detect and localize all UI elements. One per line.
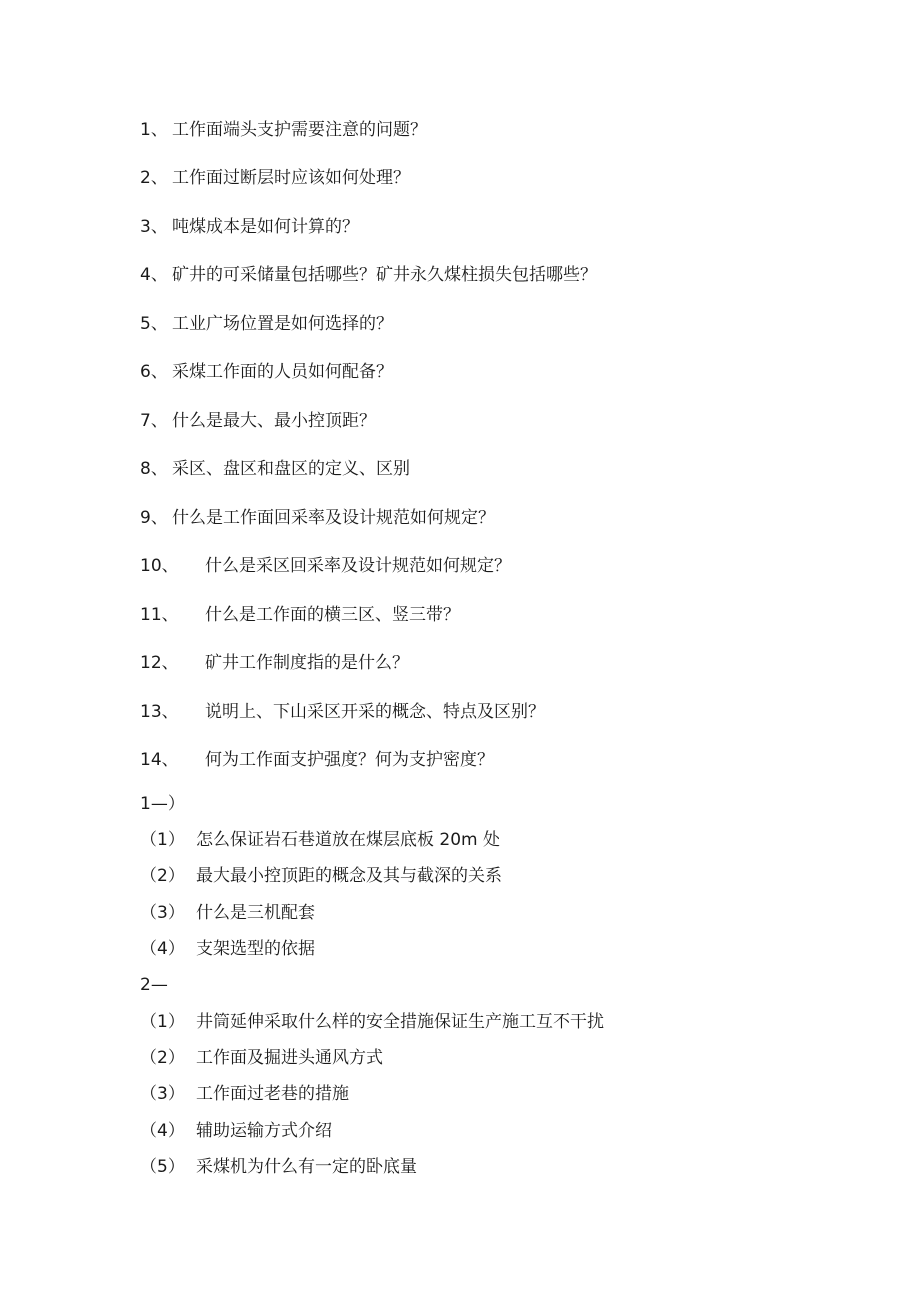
item-number: （2） <box>140 866 185 886</box>
list-item <box>140 508 495 528</box>
item-number: （4） <box>140 939 185 959</box>
list-item <box>140 1048 383 1068</box>
item-number: 12、 <box>140 653 179 673</box>
item-text: 什么是三机配套 <box>196 903 315 923</box>
item-text: 什么是最大、最小控顶距？ <box>172 411 376 431</box>
item-number: 5、 <box>140 314 168 334</box>
item-text: 矿井工作制度指的是什么？ <box>205 653 409 673</box>
list-item <box>140 459 410 479</box>
item-text: 何为工作面支护强度？何为支护密度？ <box>205 750 494 770</box>
list-item <box>140 750 494 770</box>
list-item <box>140 120 427 140</box>
item-text: 工作面及掘进头通风方式 <box>196 1048 383 1068</box>
item-text: 工作面过老巷的措施 <box>196 1084 349 1104</box>
item-text: 工作面过断层时应该如何处理？ <box>172 168 410 188</box>
item-number: 1、 <box>140 120 168 140</box>
item-number: 9、 <box>140 508 168 528</box>
list-item <box>140 362 393 382</box>
item-number: 7、 <box>140 411 168 431</box>
item-text: 矿井的可采储量包括哪些？矿井永久煤柱损失包括哪些？ <box>172 265 597 285</box>
item-text: 工作面端头支护需要注意的问题？ <box>172 120 427 140</box>
item-text: 辅助运输方式介绍 <box>196 1121 332 1141</box>
list-item <box>140 939 315 959</box>
item-number: 3、 <box>140 217 168 237</box>
item-number: 11、 <box>140 605 179 625</box>
item-number: 13、 <box>140 702 179 722</box>
item-text: 什么是工作面的横三区、竖三带？ <box>205 605 460 625</box>
item-text: 支架选型的依据 <box>196 939 315 959</box>
item-text: 怎么保证岩石巷道放在煤层底板 20m 处 <box>196 830 500 850</box>
item-text: 工业广场位置是如何选择的？ <box>172 314 393 334</box>
item-number: （3） <box>140 1084 185 1104</box>
item-number: （2） <box>140 1048 185 1068</box>
list-item <box>140 1157 417 1177</box>
item-number: 6、 <box>140 362 168 382</box>
item-text: 什么是采区回采率及设计规范如何规定？ <box>205 556 511 576</box>
list-item <box>140 1084 349 1104</box>
item-text: 采区、盘区和盘区的定义、区别 <box>172 459 410 479</box>
list-item <box>140 605 460 625</box>
item-number: 4、 <box>140 265 168 285</box>
list-item <box>140 411 376 431</box>
list-item <box>140 217 359 237</box>
list-item <box>140 653 409 673</box>
item-number: 8、 <box>140 459 168 479</box>
item-text: 采煤机为什么有一定的卧底量 <box>196 1157 417 1177</box>
list-item <box>140 903 315 923</box>
item-text: 井筒延伸采取什么样的安全措施保证生产施工互不干扰 <box>196 1012 604 1032</box>
item-text: 吨煤成本是如何计算的？ <box>172 217 359 237</box>
item-number: （3） <box>140 903 185 923</box>
list-item <box>140 556 511 576</box>
section-heading: 1—） <box>140 794 185 814</box>
item-number: （4） <box>140 1121 185 1141</box>
list-item <box>140 702 545 722</box>
list-item <box>140 1121 332 1141</box>
item-number: （5） <box>140 1157 185 1177</box>
item-number: 10、 <box>140 556 179 576</box>
item-text: 什么是工作面回采率及设计规范如何规定？ <box>172 508 495 528</box>
list-item <box>140 866 502 886</box>
list-item <box>140 830 500 850</box>
item-text: 说明上、下山采区开采的概念、特点及区别？ <box>205 702 545 722</box>
section-heading: 2— <box>140 975 168 995</box>
item-number: （1） <box>140 830 185 850</box>
item-number: 14、 <box>140 750 179 770</box>
item-text: 采煤工作面的人员如何配备？ <box>172 362 393 382</box>
item-text: 最大最小控顶距的概念及其与截深的关系 <box>196 866 502 886</box>
list-item <box>140 1012 604 1032</box>
list-item <box>140 314 393 334</box>
item-number: （1） <box>140 1012 185 1032</box>
item-number: 2、 <box>140 168 168 188</box>
list-item <box>140 168 410 188</box>
list-item <box>140 265 597 285</box>
